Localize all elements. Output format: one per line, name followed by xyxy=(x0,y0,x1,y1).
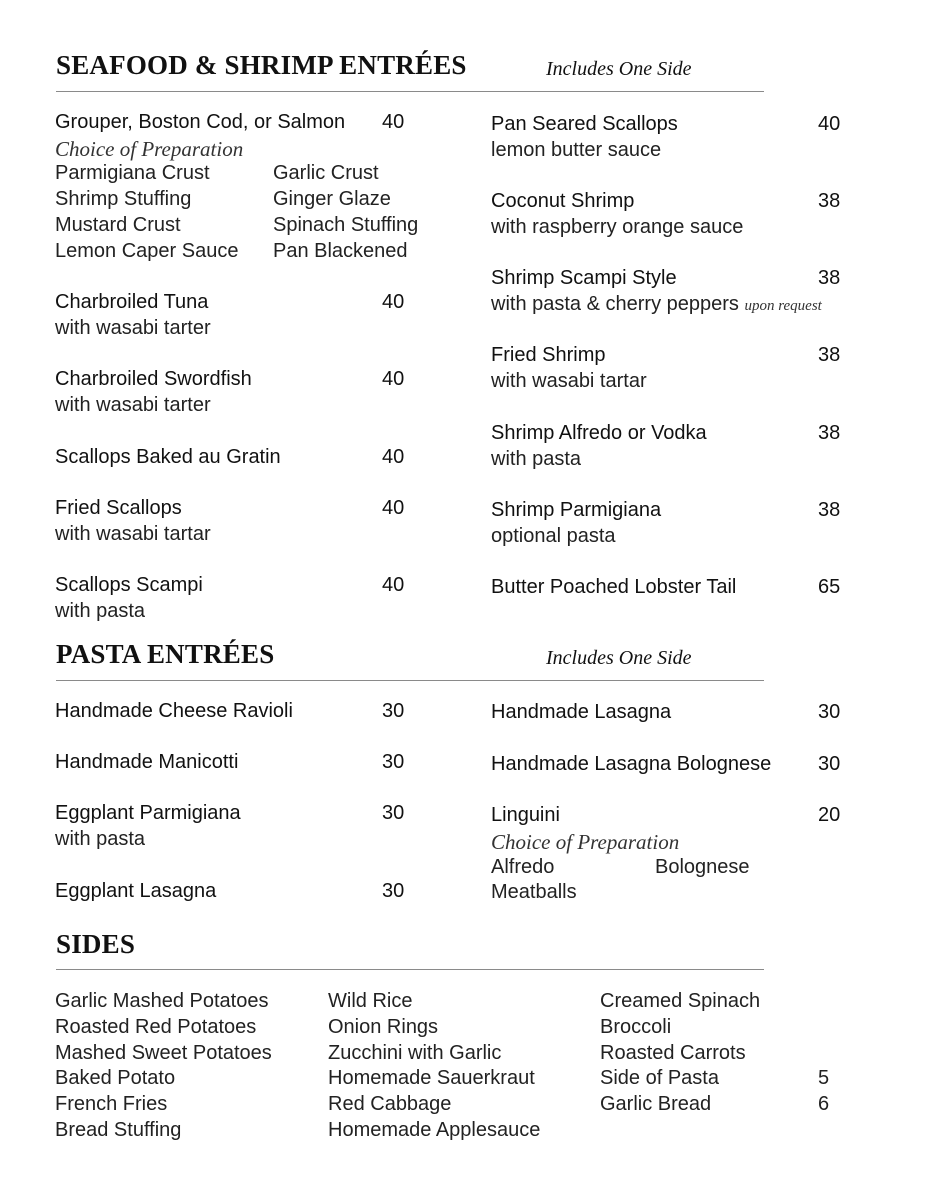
item-price: 40 xyxy=(382,574,405,596)
side-item: Broccoli xyxy=(600,1016,672,1038)
item-name: Pan Seared Scallops xyxy=(491,113,678,135)
sides-divider xyxy=(56,969,764,970)
side-item: Garlic Mashed Potatoes xyxy=(55,990,269,1012)
item-price: 38 xyxy=(818,344,841,366)
side-item: Baked Potato xyxy=(55,1067,176,1089)
item-price: 30 xyxy=(818,753,841,775)
preparation-option: Garlic Crust xyxy=(273,162,379,184)
item-description: lemon butter sauce xyxy=(491,139,662,161)
side-item: Bread Stuffing xyxy=(55,1119,182,1141)
item-name: Handmade Manicotti xyxy=(55,751,239,773)
item-name: Shrimp Scampi Style xyxy=(491,267,677,289)
side-price: 6 xyxy=(818,1093,830,1115)
item-name: Fried Scallops xyxy=(55,497,182,519)
item-description: with pasta xyxy=(55,828,146,850)
side-item: Roasted Red Potatoes xyxy=(55,1016,257,1038)
item-name: Eggplant Parmigiana xyxy=(55,802,241,824)
item-name: Grouper, Boston Cod, or Salmon xyxy=(55,111,346,133)
item-description xyxy=(491,293,822,316)
upon-request-note: upon request xyxy=(744,298,822,314)
preparation-label: Choice of Preparation xyxy=(491,830,680,854)
item-name: Scallops Scampi xyxy=(55,574,203,596)
pasta-divider xyxy=(56,680,764,681)
item-description: with pasta xyxy=(55,600,146,622)
item-name: Linguini xyxy=(491,804,560,826)
side-item: Wild Rice xyxy=(328,990,413,1012)
preparation-option: Ginger Glaze xyxy=(273,188,391,210)
item-name: Fried Shrimp xyxy=(491,344,606,366)
preparation-option: Mustard Crust xyxy=(55,214,181,236)
item-description: optional pasta xyxy=(491,525,616,547)
seafood-heading: SEAFOOD & SHRIMP ENTRÉES xyxy=(56,50,467,80)
item-description: with wasabi tartar xyxy=(55,523,211,545)
preparation-option: Meatballs xyxy=(491,881,577,903)
preparation-option: Lemon Caper Sauce xyxy=(55,240,239,262)
item-name: Eggplant Lasagna xyxy=(55,880,217,902)
preparation-option: Pan Blackened xyxy=(273,240,408,262)
item-price: 30 xyxy=(818,701,841,723)
item-description: with wasabi tarter xyxy=(55,317,211,339)
preparation-option: Parmigiana Crust xyxy=(55,162,210,184)
item-name: Charbroiled Swordfish xyxy=(55,368,252,390)
sides-heading: SIDES xyxy=(56,929,136,959)
item-price: 40 xyxy=(382,291,405,313)
item-name: Coconut Shrimp xyxy=(491,190,635,212)
item-price: 40 xyxy=(382,446,405,468)
item-price: 40 xyxy=(382,111,405,133)
item-description: with wasabi tarter xyxy=(55,394,211,416)
item-price: 40 xyxy=(382,368,405,390)
item-name: Scallops Baked au Gratin xyxy=(55,446,281,468)
item-name: Charbroiled Tuna xyxy=(55,291,209,313)
side-item: Roasted Carrots xyxy=(600,1042,746,1064)
pasta-heading: PASTA ENTRÉES xyxy=(56,639,275,669)
item-description: with raspberry orange sauce xyxy=(491,216,744,238)
side-item: Homemade Applesauce xyxy=(328,1119,541,1141)
side-item: Red Cabbage xyxy=(328,1093,452,1115)
item-price: 38 xyxy=(818,267,841,289)
item-name: Handmade Lasagna xyxy=(491,701,672,723)
item-name: Butter Poached Lobster Tail xyxy=(491,576,737,598)
item-price: 30 xyxy=(382,751,405,773)
seafood-includes-note: Includes One Side xyxy=(546,58,692,80)
item-description: with wasabi tartar xyxy=(491,370,647,392)
item-price: 38 xyxy=(818,499,841,521)
item-name: Shrimp Parmigiana xyxy=(491,499,662,521)
item-description: with pasta xyxy=(491,448,582,470)
side-item: French Fries xyxy=(55,1093,168,1115)
side-item: Zucchini with Garlic xyxy=(328,1042,502,1064)
item-price: 38 xyxy=(818,422,841,444)
item-price: 38 xyxy=(818,190,841,212)
preparation-option: Bolognese xyxy=(655,856,750,878)
side-item: Garlic Bread xyxy=(600,1093,712,1115)
side-item: Homemade Sauerkraut xyxy=(328,1067,535,1089)
side-item: Mashed Sweet Potatoes xyxy=(55,1042,272,1064)
item-price: 30 xyxy=(382,700,405,722)
preparation-option: Shrimp Stuffing xyxy=(55,188,192,210)
side-item: Onion Rings xyxy=(328,1016,439,1038)
item-price: 30 xyxy=(382,880,405,902)
item-price: 40 xyxy=(382,497,405,519)
seafood-divider xyxy=(56,91,764,92)
side-item: Creamed Spinach xyxy=(600,990,761,1012)
item-name: Handmade Lasagna Bolognese xyxy=(491,753,772,775)
item-price: 30 xyxy=(382,802,405,824)
item-name: Handmade Cheese Ravioli xyxy=(55,700,293,722)
side-item: Side of Pasta xyxy=(600,1067,719,1089)
item-name: Shrimp Alfredo or Vodka xyxy=(491,422,707,444)
preparation-option: Alfredo xyxy=(491,856,555,878)
pasta-includes-note: Includes One Side xyxy=(546,647,692,669)
item-price: 40 xyxy=(818,113,841,135)
item-price: 20 xyxy=(818,804,841,826)
preparation-label: Choice of Preparation xyxy=(55,137,244,161)
side-price: 5 xyxy=(818,1067,830,1089)
preparation-option: Spinach Stuffing xyxy=(273,214,419,236)
item-price: 65 xyxy=(818,576,841,598)
item-description-text: with pasta & cherry peppers xyxy=(491,293,739,315)
